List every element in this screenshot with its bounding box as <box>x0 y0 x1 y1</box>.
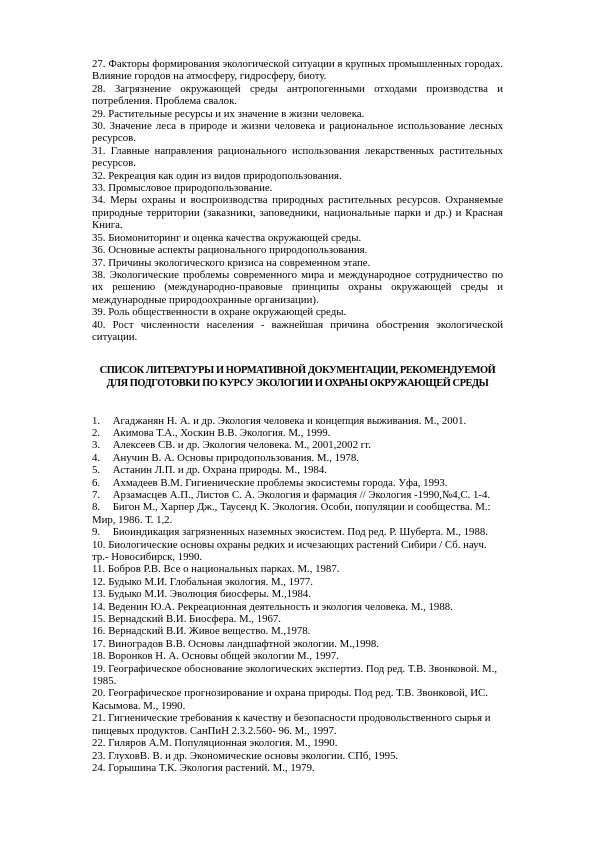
reference-text: Горышина Т.К. Экология растений. М., 1979. <box>108 761 315 774</box>
reference-text: Акимова Т.А., Хоскин В.В. Экология. М., 1999. <box>112 426 331 439</box>
reference-number: 12. <box>92 575 106 588</box>
reference-item <box>92 601 503 613</box>
reference-item <box>92 464 503 476</box>
reference-item <box>92 477 503 489</box>
question-item: 33. Промысловое природопользование. <box>92 182 273 195</box>
reference-item <box>92 762 503 774</box>
reference-number: 16. <box>92 625 106 638</box>
reference-text: Географическое обоснование экологических экспертиз. Под ред. Т.В. Звонковой. М., 1985. <box>92 662 498 688</box>
question-item: 29. Растительные ресурсы и их значение в жизни человека. <box>92 107 365 120</box>
reference-number: 18. <box>92 650 106 663</box>
question-item: 39. Роль общественности в охране окружающей среды. <box>92 306 347 319</box>
reference-number: 23. <box>92 749 106 762</box>
reference-text: Гигиенические требования к качеству и безопасности продовольственного сырья и пищевых продуктов. СанПиН 2.3.2.560- 96. М., 1997. <box>92 712 491 737</box>
reference-item <box>92 439 503 451</box>
reference-text: Биоиндикация загрязненных наземных экосистем. Под ред. Р. Шуберта. М., 1988. <box>112 526 488 539</box>
reference-number: 3. <box>92 439 101 452</box>
references-list <box>92 415 503 775</box>
reference-item <box>92 687 503 712</box>
reference-text: Веденин Ю.А. Рекреационная деятельность и экология человека. М., 1988. <box>108 600 453 613</box>
reference-number: 1. <box>92 414 101 427</box>
reference-number: 14. <box>92 600 106 613</box>
reference-item <box>92 613 503 625</box>
reference-text: Географическое прогнозирование и охрана природы. Под ред. Т.В. Звонковой, ИС. Касымова. М., 1990. <box>92 687 488 712</box>
reference-number: 9. <box>92 526 101 539</box>
reference-text: Бобров Р.В. Все о национальных парках. М., 1987. <box>107 563 340 576</box>
exam-questions-list <box>92 58 503 343</box>
reference-item <box>92 501 503 526</box>
reference-text: Астанин Л.П. и др. Охрана природы. М., 1984. <box>112 464 327 477</box>
reference-text: Воронков Н. А. Основы общей экологии М., 1997. <box>108 650 340 663</box>
reference-number: 17. <box>92 637 106 650</box>
reference-text: Вернадский В.И. Живое вещество. М.,1978. <box>108 625 311 638</box>
reference-item <box>92 588 503 600</box>
question-item: 40. Рост численности населения - важнейшая причина обострения экологической ситуации. <box>92 318 503 343</box>
reference-number: 6. <box>92 476 101 489</box>
reference-number: 19. <box>92 662 106 675</box>
reference-number: 13. <box>92 588 106 601</box>
reference-number: 7. <box>92 488 101 501</box>
question-item: 36. Основные аспекты рационального природопользования. <box>92 244 368 257</box>
reference-item <box>92 563 503 575</box>
question-item: 28. Загрязнение окружающей среды антропогенными отходами производства и потребления. Проблема свалок. <box>92 82 503 108</box>
document-page <box>92 58 503 774</box>
reference-number: 15. <box>92 613 106 626</box>
reference-item <box>92 576 503 588</box>
reference-item <box>92 489 503 501</box>
reference-number: 2. <box>92 426 101 439</box>
question-item: 38. Экологические проблемы современного мира и международное сотрудничество по их решению (международно-правовые принципы охраны окружающей среды и международные природоохранные организации). <box>92 268 503 306</box>
reference-text: Будыко М.И. Глобальная экология. М., 1977. <box>108 575 313 588</box>
reference-item <box>92 539 503 564</box>
question-item: 37. Причины экологического кризиса на современном этапе. <box>92 256 371 269</box>
question-item: 32. Рекреация как один из видов природопользования. <box>92 169 342 182</box>
reference-text: Ахмадеев В.М. Гигиенические проблемы экосистемы города. Уфа, 1993. <box>112 476 448 489</box>
reference-text: Арзамасцев А.П., Листов С. А. Экология и фармация // Экология -1990,№4,С. 1-4. <box>112 488 491 501</box>
reference-item <box>92 452 503 464</box>
reference-text: Агаджанян Н. А. и др. Экология человека и концепция выживания. М., 2001. <box>112 414 467 427</box>
reference-text: Биологические основы охраны редких и исчезающих растений Сибири / Сб. науч. тр.- Новосибирск, 1990. <box>92 538 487 563</box>
reference-number: 11. <box>92 563 106 576</box>
reference-number: 8. <box>92 501 101 514</box>
reference-number: 20. <box>92 687 106 700</box>
reference-number: 22. <box>92 737 106 750</box>
reference-text: Бигон М., Харпер Дж., Таусенд К. Экология. Особи, популяции и сообщества. М.: Мир, 1986. Т. 1,2. <box>92 501 491 526</box>
question-item: 35. Биомониторинг и оценка качества окружающей среды. <box>92 231 362 244</box>
reference-item <box>92 737 503 749</box>
question-item: 34. Меры охраны и воспроизводства природных растительных ресурсов. Охраняемые природные территории (заказники, заповедники, национальные парки и др.) и Красная Книга. <box>92 194 503 232</box>
reference-number: 24. <box>92 761 106 774</box>
reference-item <box>92 638 503 650</box>
reference-item <box>92 625 503 637</box>
reference-number: 10. <box>92 538 106 551</box>
reference-item <box>92 526 503 538</box>
question-item: 30. Значение леса в природе и жизни человека и рациональное использование лесных ресурсов. <box>92 120 503 145</box>
reference-number: 21. <box>92 712 106 725</box>
reference-number: 5. <box>92 464 101 477</box>
question-item: 31. Главные направления рационального использования лекарственных растительных ресурсов. <box>92 144 503 170</box>
reference-text: Вернадский В.И. Биосфера. М., 1967. <box>108 613 281 626</box>
reference-text: Будыко М.И. Эволюция биосферы. М.,1984. <box>108 588 311 601</box>
question-item: 27. Факторы формирования экологической ситуации в крупных промышленных городах. Влияние городов на атмосферу, гидросферу, биоту. <box>92 58 503 83</box>
reference-text: Гиляров А.М. Популяционная экология. М., 1990. <box>108 737 338 750</box>
reference-item <box>92 712 503 737</box>
section-heading: СПИСОК ЛИТЕРАТУРЫ И НОРМАТИВНОЙ ДОКУМЕНТАЦИИ, РЕКОМЕНДУЕМОЙ ДЛЯ ПОДГОТОВКИ ПО КУРСУ ЭКОЛОГИИ И ОХРАНЫ ОКРУЖАЮЩЕЙ СРЕДЫ <box>99 365 496 389</box>
reference-text: Виноградов В.В. Основы ландшафтной экологии. М.,1998. <box>108 637 379 650</box>
reference-item <box>92 415 503 427</box>
reference-text: Анучин В. А. Основы природопользования. М., 1978. <box>112 451 359 464</box>
reference-item <box>92 663 503 688</box>
reference-text: Алексеев СВ. и др. Экология человека. М., 2001,2002 гг. <box>112 439 371 452</box>
reference-item <box>92 650 503 662</box>
reference-item <box>92 427 503 439</box>
reference-number: 4. <box>92 451 101 464</box>
reference-text: ГлуховВ. В. и др. Экономические основы экологии. СПб, 1995. <box>108 749 399 762</box>
reference-item <box>92 750 503 762</box>
